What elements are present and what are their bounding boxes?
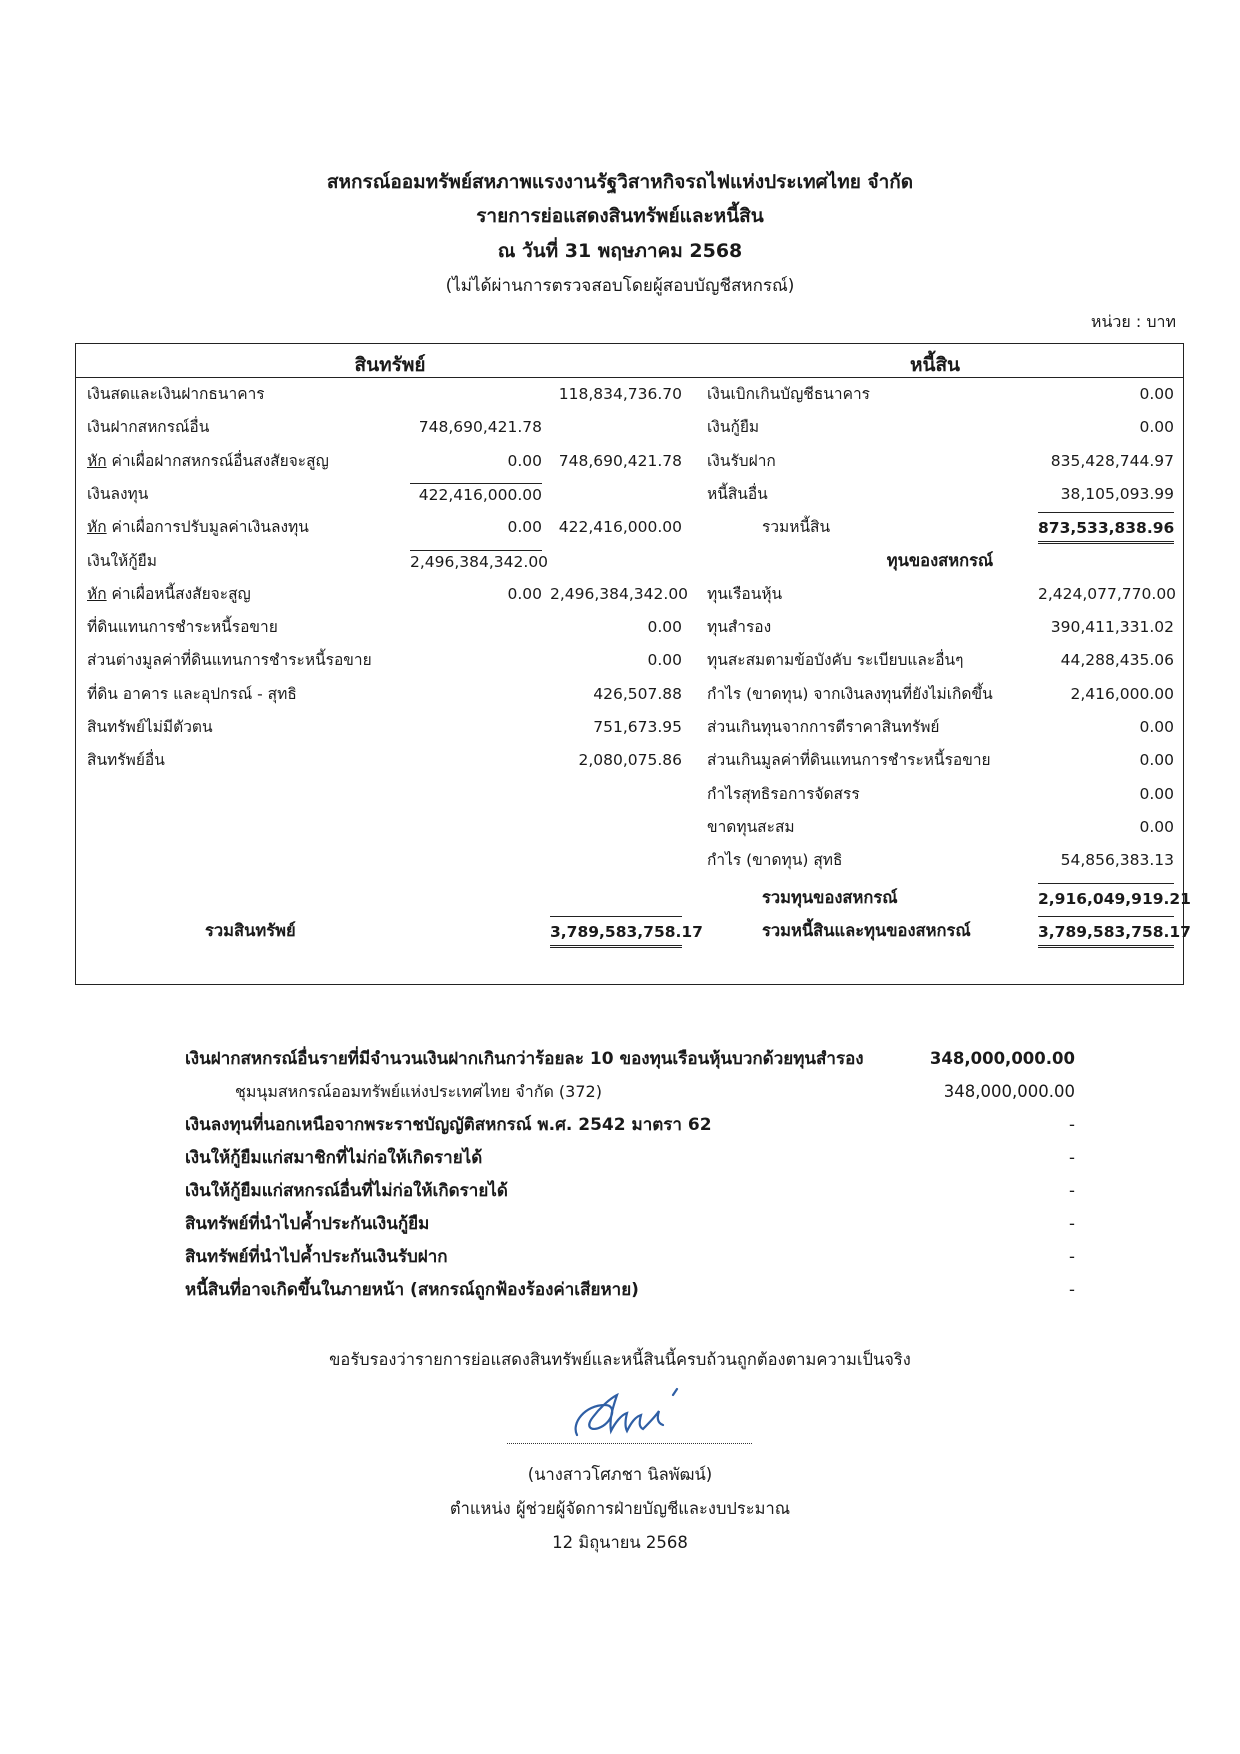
- equity-row-label: กำไรสุทธิรอการจัดสรร: [707, 785, 860, 803]
- asset-row-label: [87, 383, 265, 405]
- total-assets-value: 3,789,583,758.17: [550, 916, 682, 948]
- asset-row-label: [87, 416, 209, 438]
- asset-gross-value: 422,416,000.00: [410, 483, 542, 506]
- note-value: -: [1069, 1280, 1075, 1299]
- asset-net-value: 0.00: [647, 651, 682, 669]
- liability-row-value: 0.00: [1139, 418, 1174, 436]
- signature-date: 12 มิถุนายน 2568: [552, 1533, 688, 1552]
- equity-row-label: ทุนสำรอง: [707, 618, 772, 636]
- liability-row-value: 38,105,093.99: [1060, 485, 1174, 503]
- asset-row-label: [87, 550, 157, 572]
- report-date: ณ วันที่ 31 พฤษภาคม 2568: [497, 240, 743, 262]
- asset-net-value: 748,690,421.78: [558, 452, 682, 470]
- unit-label: หน่วย : บาท: [1090, 312, 1176, 331]
- liability-row-label: เงินรับฝาก: [707, 452, 776, 470]
- signatory-position: ตำแหน่ง ผู้ช่วยผู้จัดการฝ่ายบัญชีและงบประมาณ: [449, 1499, 791, 1518]
- asset-row-label: [87, 450, 329, 472]
- asset-row-label: [87, 516, 309, 538]
- asset-net-value: 426,507.88: [593, 685, 682, 703]
- equity-row-label: ทุนสะสมตามข้อบังคับ ระเบียบและอื่นๆ: [707, 651, 964, 669]
- asset-net-value: 751,673.95: [593, 718, 682, 736]
- organization-name: สหกรณ์ออมทรัพย์สหภาพแรงงานรัฐวิสาหกิจรถไฟแห่งประเทศไทย จำกัด: [326, 171, 914, 193]
- audit-note: (ไม่ได้ผ่านการตรวจสอบโดยผู้สอบบัญชีสหกรณ์): [445, 276, 795, 296]
- note-label: เงินให้กู้ยืมแก่สหกรณ์อื่นที่ไม่ก่อให้เกิดรายได้: [185, 1181, 508, 1201]
- note-label: เงินลงทุนที่นอกเหนือจากพระราชบัญญัติสหกรณ์ พ.ศ. 2542 มาตรา 62: [185, 1115, 712, 1135]
- equity-row-value: 0.00: [1139, 751, 1174, 769]
- note-label: หนี้สินที่อาจเกิดขึ้นในภายหน้า (สหกรณ์ถูกฟ้องร้องค่าเสียหาย): [185, 1280, 639, 1300]
- equity-row-value: 2,424,077,770.00: [1038, 585, 1177, 603]
- asset-row-label: [87, 483, 148, 505]
- liabilities-heading: หนี้สิน: [909, 354, 961, 376]
- equity-row-label: ทุนเรือนหุ้น: [707, 585, 783, 603]
- asset-label-text: ค่าเผื่อการปรับมูลค่าเงินลงทุน: [106, 518, 309, 536]
- equity-heading: ทุนของสหกรณ์: [886, 551, 994, 570]
- total-liabilities-value: 873,533,838.96: [1038, 512, 1174, 544]
- asset-row-label: [87, 583, 251, 605]
- asset-net-value: 422,416,000.00: [558, 518, 682, 536]
- less-prefix: หัก: [87, 518, 107, 536]
- asset-net-value: 0.00: [647, 618, 682, 636]
- note-value: -: [1069, 1214, 1075, 1233]
- assets-heading: สินทรัพย์: [354, 354, 426, 376]
- note-label: สินทรัพย์ที่นำไปค้ำประกันเงินรับฝาก: [185, 1247, 448, 1267]
- equity-row-value: 390,411,331.02: [1050, 618, 1174, 636]
- asset-row-label: [87, 683, 297, 705]
- asset-label-text: ที่ดิน อาคาร และอุปกรณ์ - สุทธิ: [87, 685, 297, 703]
- asset-net-value: 2,080,075.86: [578, 751, 682, 769]
- asset-label-text: เงินสดและเงินฝากธนาคาร: [87, 385, 265, 403]
- asset-row-label: [87, 749, 165, 771]
- liability-row-value: 0.00: [1139, 385, 1174, 403]
- note-value: 348,000,000.00: [943, 1082, 1075, 1101]
- note-value: -: [1069, 1115, 1075, 1134]
- asset-row-label: [87, 716, 213, 738]
- liability-row-label: เงินเบิกเกินบัญชีธนาคาร: [707, 385, 870, 403]
- total-equity-label: รวมทุนของสหกรณ์: [762, 888, 898, 907]
- equity-row-label: กำไร (ขาดทุน) สุทธิ: [707, 851, 843, 869]
- asset-label-text: ค่าเผื่อฝากสหกรณ์อื่นสงสัยจะสูญ: [106, 452, 329, 470]
- note-value: 348,000,000.00: [929, 1049, 1075, 1068]
- asset-gross-value: 748,690,421.78: [418, 418, 542, 436]
- asset-net-value: 118,834,736.70: [558, 385, 682, 403]
- note-label: เงินฝากสหกรณ์อื่นรายที่มีจำนวนเงินฝากเกินกว่าร้อยละ 10 ของทุนเรือนหุ้นบวกด้วยทุนสำรอง: [185, 1049, 864, 1069]
- note-sub-label: ชุมนุมสหกรณ์ออมทรัพย์แห่งประเทศไทย จำกัด (372): [235, 1082, 602, 1101]
- asset-label-text: เงินให้กู้ยืม: [87, 552, 157, 570]
- total-liabilities-label: รวมหนี้สิน: [762, 518, 831, 536]
- report-title: รายการย่อแสดงสินทรัพย์และหนี้สิน: [476, 205, 764, 227]
- equity-row-value: 2,416,000.00: [1070, 685, 1174, 703]
- grand-total-label: รวมหนี้สินและทุนของสหกรณ์: [762, 921, 971, 940]
- note-value: -: [1069, 1148, 1075, 1167]
- equity-row-value: 44,288,435.06: [1060, 651, 1174, 669]
- asset-label-text: สินทรัพย์อื่น: [87, 751, 165, 769]
- asset-gross-value: 2,496,384,342.00: [410, 550, 542, 573]
- signature-image: [565, 1383, 715, 1445]
- total-equity-value: 2,916,049,919.21: [1038, 883, 1174, 912]
- less-prefix: หัก: [87, 585, 107, 603]
- note-value: -: [1069, 1181, 1075, 1200]
- asset-label-text: ที่ดินแทนการชำระหนี้รอขาย: [87, 618, 278, 636]
- liability-row-value: 835,428,744.97: [1050, 452, 1174, 470]
- signature-line: [507, 1443, 752, 1444]
- signatory-name: (นางสาวโศภชา นิลพัฒน์): [527, 1465, 713, 1484]
- asset-row-label: [87, 616, 278, 638]
- asset-gross-value: 0.00: [507, 585, 542, 603]
- grand-total-value: 3,789,583,758.17: [1038, 916, 1174, 948]
- heading-divider: [75, 377, 1184, 378]
- equity-row-label: ส่วนเกินมูลค่าที่ดินแทนการชำระหนี้รอขาย: [707, 751, 991, 769]
- liability-row-label: หนี้สินอื่น: [707, 485, 768, 503]
- equity-row-label: กำไร (ขาดทุน) จากเงินลงทุนที่ยังไม่เกิดขึ้น: [707, 685, 993, 703]
- asset-net-value: 2,496,384,342.00: [550, 585, 689, 603]
- less-prefix: หัก: [87, 452, 107, 470]
- liability-row-label: เงินกู้ยืม: [707, 418, 760, 436]
- equity-row-value: 0.00: [1139, 785, 1174, 803]
- total-assets-label: รวมสินทรัพย์: [205, 921, 296, 940]
- asset-gross-value: 0.00: [507, 518, 542, 536]
- note-label: เงินให้กู้ยืมแก่สมาชิกที่ไม่ก่อให้เกิดรายได้: [185, 1148, 483, 1168]
- note-label: สินทรัพย์ที่นำไปค้ำประกันเงินกู้ยืม: [185, 1214, 430, 1234]
- asset-label-text: ค่าเผื่อหนี้สงสัยจะสูญ: [106, 585, 251, 603]
- equity-row-value: 0.00: [1139, 818, 1174, 836]
- equity-row-value: 54,856,383.13: [1060, 851, 1174, 869]
- certification-statement: ขอรับรองว่ารายการย่อแสดงสินทรัพย์และหนี้สินนี้ครบถ้วนถูกต้องตามความเป็นจริง: [329, 1350, 911, 1369]
- asset-label-text: เงินฝากสหกรณ์อื่น: [87, 418, 210, 436]
- asset-gross-value: 0.00: [507, 452, 542, 470]
- equity-row-label: ส่วนเกินทุนจากการตีราคาสินทรัพย์: [707, 718, 940, 736]
- asset-label-text: สินทรัพย์ไม่มีตัวตน: [87, 718, 213, 736]
- equity-row-value: 0.00: [1139, 718, 1174, 736]
- asset-row-label: [87, 649, 372, 671]
- note-value: -: [1069, 1247, 1075, 1266]
- asset-label-text: ส่วนต่างมูลค่าที่ดินแทนการชำระหนี้รอขาย: [87, 651, 372, 669]
- asset-label-text: เงินลงทุน: [87, 485, 149, 503]
- equity-row-label: ขาดทุนสะสม: [707, 818, 795, 836]
